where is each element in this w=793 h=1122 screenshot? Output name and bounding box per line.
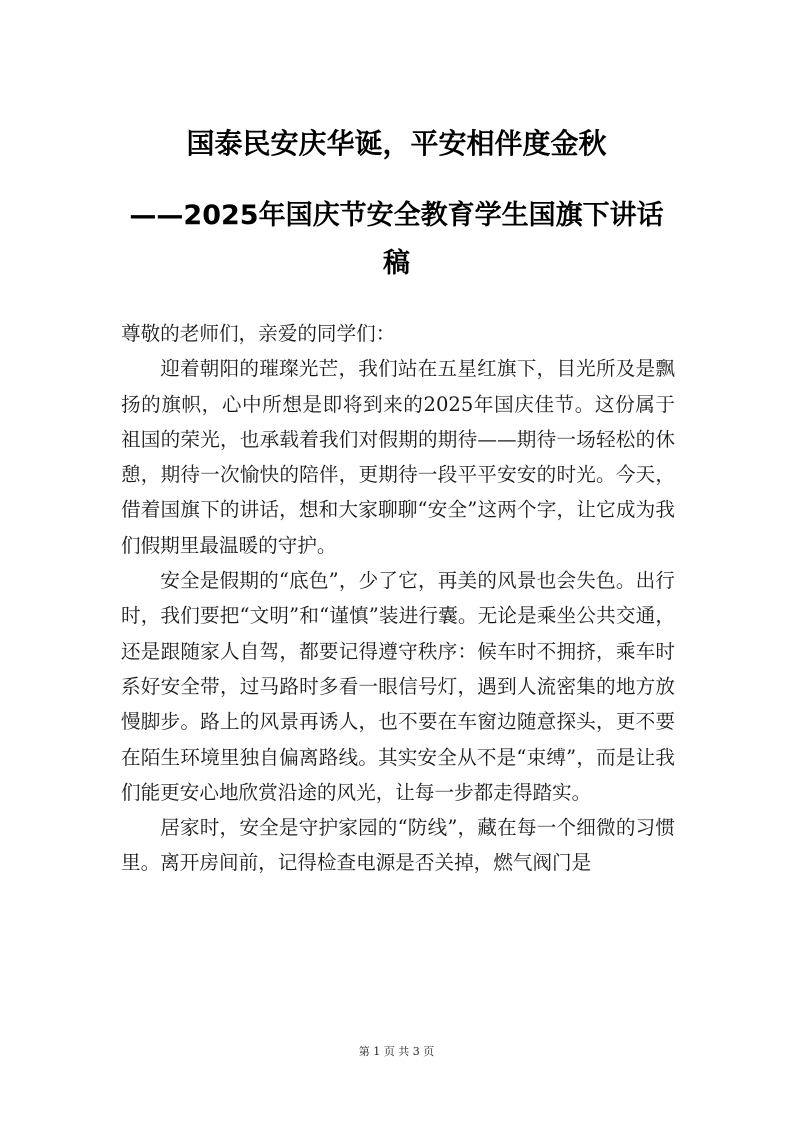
paragraph: 安全是假期的“底色”，少了它，再美的风景也会失色。出行时，我们要把“文明”和“谨慎”装进行囊。无论是乘坐公共交通，还是跟随家人自驾，都要记得遵守秩序：候车时不拥挤，乘车时系好安全带，过马路时多看一眼信号灯，遇到人流密集的地方放慢脚步。路上的风景再诱人，也不要在车窗边随意探头，更不要在陌生环境里独自偏离路线。其实安全从不是“束缚”，而是让我们能更安心地欣赏沿途的风光，让每一步都走得踏实。 — [121, 569, 675, 804]
document-title: 国泰民安庆华诞，平安相伴度金秋 — [186, 127, 607, 160]
document-subtitle: ——2025年国庆节安全教育学生国旗下讲话稿 — [129, 200, 664, 279]
paragraph: 迎着朝阳的璀璨光芒，我们站在五星红旗下，目光所及是飘扬的旗帜，心中所想是即将到来的2025年国庆佳节。这份属于祖国的荣光，也承载着我们对假期的期待——期待一场轻松的休憩，期待一次愉快的陪伴，更期待一段平平安安的时光。今天，借着国旗下的讲话，想和大家聊聊“安全”这两个字，让它成为我们假期里最温暖的守护。 — [121, 357, 675, 557]
page-number-footer: 第 1 页 共 3 页 — [358, 1045, 435, 1058]
salutation: 尊敬的老师们，亲爱的同学们： — [121, 322, 396, 345]
document-body — [121, 316, 675, 881]
paragraph: 居家时，安全是守护家园的“防线”，藏在每一个细微的习惯里。离开房间前，记得检查电源是否关掉，燃气阀门是 — [121, 816, 675, 875]
